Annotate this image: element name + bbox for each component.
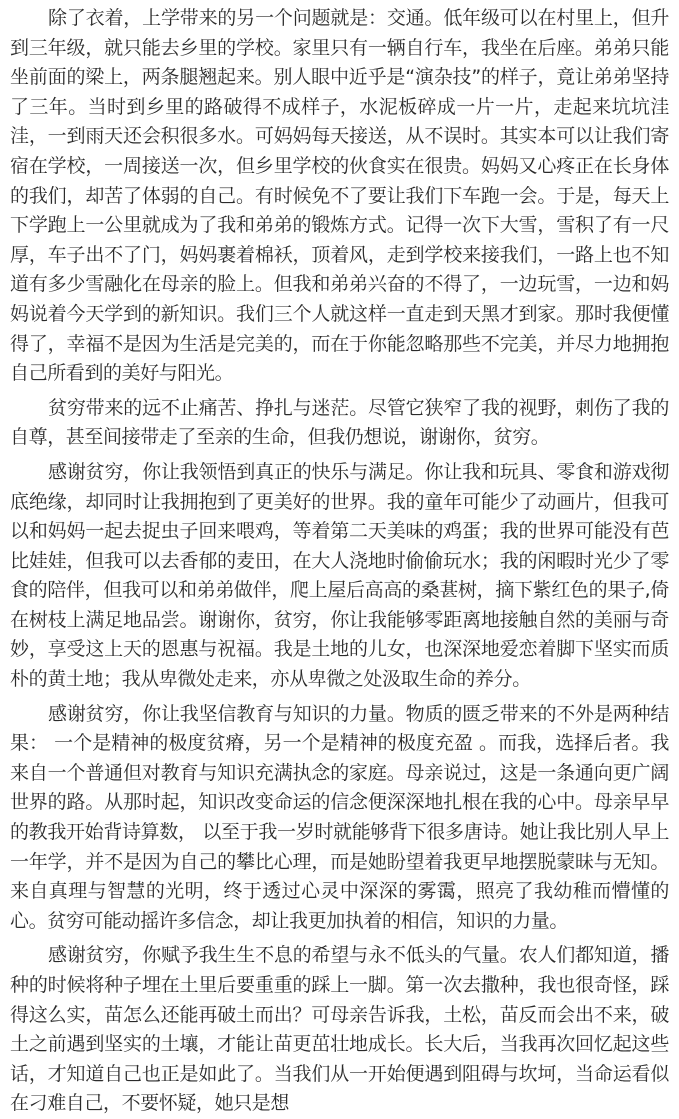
paragraph-power-of-knowledge: 感谢贫穷，你让我坚信教育与知识的力量。物质的匮乏带来的不外是两种结果： 一个是精神的极度贫瘠，另一个是精神的极度充盈 。而我，选择后者。我来自一个普通但对教育与知识充满执念的家庭。母亲说过，这是一条通向更广阔世界的路。从那时起，知识改变命运的信念便深深地扎根在我的心中。母亲早早的教我开始背诗算数， 以至于我一岁时就能够背下很多唐诗。她让我比别人早上一年学，并不是因为自己的攀比心理，而是她盼望着我更早地摆脱蒙昧与无知。来自真理与智慧的光明，终于透过心灵中深深的雾霭，照亮了我幼稚而懵懂的心。贫穷可能动摇许多信念，却让我更加执着的相信，知识的力量。 [10, 702, 669, 932]
paragraph-hope-and-resilience: 感谢贫穷，你赋予我生生不息的希望与永不低头的气量。农人们都知道，播种的时候将种子埋在土里后要重重的踩上一脚。第一次去撒种，我也很奇怪，踩得这么实，苗怎么还能再破土而出？可母亲告诉我，土松，苗反而会出不来，破土之前遇到坚实的土壤，才能让苗更茁壮地成长。长大后，当我再次回忆起这些话，才知道自己也正是如此了。当我们从一开始便遇到阻碍与坎坷，当命运看似在刁难自己，不要怀疑，她只是想 [10, 944, 669, 1115]
paragraph-poverty-intro: 贫穷带来的远不止痛苦、挣扎与迷茫。尽管它狭窄了我的视野，刺伤了我的自尊，甚至间接带走了至亲的生命，但我仍想说，谢谢你，贫穷。 [10, 396, 669, 449]
paragraph-transportation: 除了衣着，上学带来的另一个问题就是：交通。低年级可以在村里上，但升到三年级，就只能去乡里的学校。家里只有一辆自行车，我坐在后座。弟弟只能坐前面的梁上，两条腿翘起来。别人眼中近乎是“演杂技”的样子，竟让弟弟坚持了三年。当时到乡里的路破得不成样子，水泥板碎成一片一片，走起来坑坑洼洼，一到雨天还会积很多水。可妈妈每天接送，从不误时。其实本可以让我们寄宿在学校，一周接送一次，但乡里学校的伙食实在很贵。妈妈又心疼正在长身体的我们，却苦了体弱的自己。有时候免不了要让我们下车跑一会。于是，每天上下学跑上一公里就成为了我和弟弟的锻炼方式。记得一次下大雪，雪积了有一尺厚，车子出不了门，妈妈裹着棉袄，顶着风，走到学校来接我们，一路上也不知道有多少雪融化在母亲的脸上。但我和弟弟兴奋的不得了，一边玩雪，一边和妈妈说着今天学到的新知识。我们三个人就这样一直走到天黑才到家。那时我便懂得了，幸福不是因为生活是完美的，而在于你能忽略那些不完美，并尽力地拥抱自己所看到的美好与阳光。 [10, 7, 669, 385]
paragraph-joy-and-contentment: 感谢贫穷，你让我领悟到真正的快乐与满足。你让我和玩具、零食和游戏彻底绝缘，却同时让我拥抱到了更美好的世界。我的童年可能少了动画片，但我可以和妈妈一起去捉虫子回来喂鸡，等着第二天美味的鸡蛋；我的世界可能没有芭比娃娃，但我可以去香郁的麦田，在大人浇地时偷偷玩水；我的闲暇时光少了零食的陪伴，但我可以和弟弟做伴，爬上屋后高高的桑葚树，摘下紫红色的果子,倚在树枝上满足地品尝。谢谢你，贫穷，你让我能够零距离地接触自然的美丽与奇妙，享受这上天的恩惠与祝福。我是土地的儿女，也深深地爱恋着脚下坚实而质朴的黄土地；我从卑微处走来，亦从卑微之处汲取生命的养分。 [10, 460, 669, 691]
